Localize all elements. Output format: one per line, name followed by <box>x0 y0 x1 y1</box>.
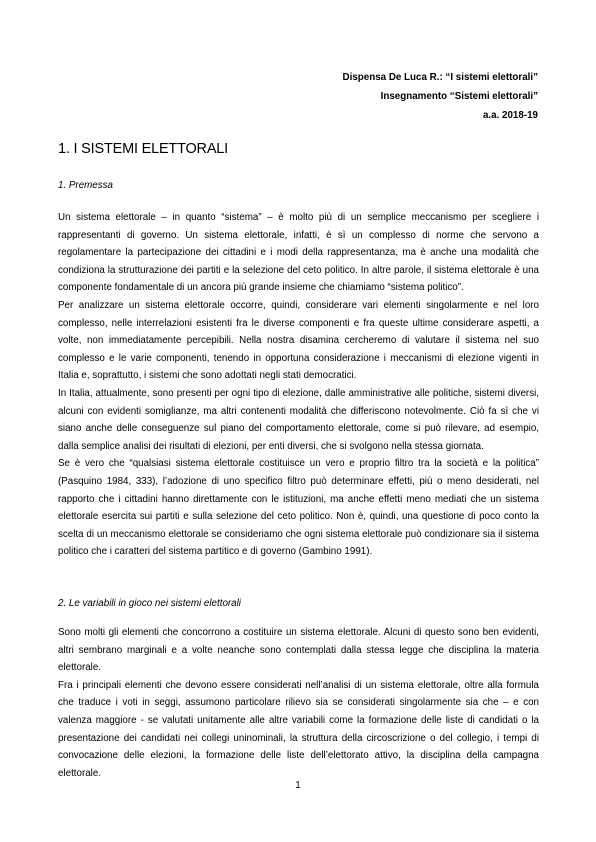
header-line-course-notes: Dispensa De Luca R.: “I sistemi elettorali” <box>342 72 538 83</box>
document-header <box>343 68 538 125</box>
section-body-variabili <box>58 624 539 782</box>
section-heading-premessa: 1. Premessa <box>58 180 113 191</box>
paragraph: Sono molti gli elementi che concorrono a costituire un sistema elettorale. Alcuni di questo sono ben evidenti, altri sembrano marginali e a volte neanche sono contemplati dalla stessa legge che disciplina la materia elettorale. <box>58 627 539 674</box>
header-line-course: Insegnamento “Sistemi elettorali” <box>380 91 538 102</box>
paragraph: Fra i principali elementi che devono essere considerati nell’analisi di un sistema elettorale, oltre alla formula che traduce i voti in seggi, assumono particolare rilievo sia se considerati singolarmente sia che – e con valenza maggiore - se valutati unitamente alle altre variabili come la formazione delle liste di candidati o la presentazione dei candidati nei collegi uninominali, la struttura della circoscrizione o del collegio, i tempi di convocazione delle elezioni, la formazione delle liste dell’elettorato attivo, la disciplina della campagna elettorale. <box>58 679 539 779</box>
section-heading-variabili: 2. Le variabili in gioco nei sistemi elettorali <box>58 598 241 609</box>
paragraph: Un sistema elettorale – in quanto “sistema” – è molto più di un semplice meccanismo per scegliere i rappresentanti di governo. Un sistema elettorale, infatti, è sì un complesso di norme che servono a regolamentare la partecipazione dei cittadini e i modi della rappresentanza, ma è anche una modalità che condiziona la strutturazione dei partiti e la selezione del ceto politico. In altre parole, il sistema elettorale è una componente fondamentale di un ancora più grande insieme che chiamiamo “sistema politico”. <box>58 212 539 294</box>
paragraph: In Italia, attualmente, sono presenti per ogni tipo di elezione, dalle amministrative alle politiche, sistemi diversi, alcuni con evidenti somiglianze, ma altri contenenti modalità che differiscono notevolmente. Ciò fa sì che vi siano anche delle conseguenze sul piano del comportamento elettorale, come si può rilevare, ad esempio, dalla semplice analisi dei risultati di elezioni, per enti diversi, che si svolgono nella stessa giornata. <box>58 387 539 452</box>
section-body-premessa <box>58 209 539 561</box>
chapter-title: 1. I SISTEMI ELETTORALI <box>58 141 228 157</box>
paragraph: Per analizzare un sistema elettorale occorre, quindi, considerare vari elementi singolarmente e nel loro complesso, nelle interrelazioni esistenti fra le diverse componenti e fra queste ultime considerare aspetti, a volte, non immediatamente percepibili. Nella nostra disamina cercheremo di valutare il sistema nel suo complesso e le varie componenti, tenendo in opportuna considerazione i meccanismi di elezione vigenti in Italia e, soprattutto, i sistemi che sono adottati negli stati democratici. <box>58 299 539 382</box>
paragraph: Se è vero che “qualsiasi sistema elettorale costituisce un vero e proprio filtro tra la società e la politica” (Pasquino 1984, 333), l’adozione di uno specifico filtro può determinare effetti, più o meno desiderati, nel rapporto che i cittadini hanno direttamente con le istituzioni, ma anche effetti meno mediati che un sistema elettorale esercita sui partiti e sulla selezione del ceto politico. Non è, quindi, una questione di poco conto la scelta di un meccanismo elettorale se consideriamo che ogni sistema elettorale può condizionare sia il sistema politico che i caratteri del sistema partitico e di governo (Gambino 1991). <box>58 458 539 558</box>
header-line-academic-year: a.a. 2018-19 <box>482 110 538 121</box>
page-number: 1 <box>295 780 301 791</box>
